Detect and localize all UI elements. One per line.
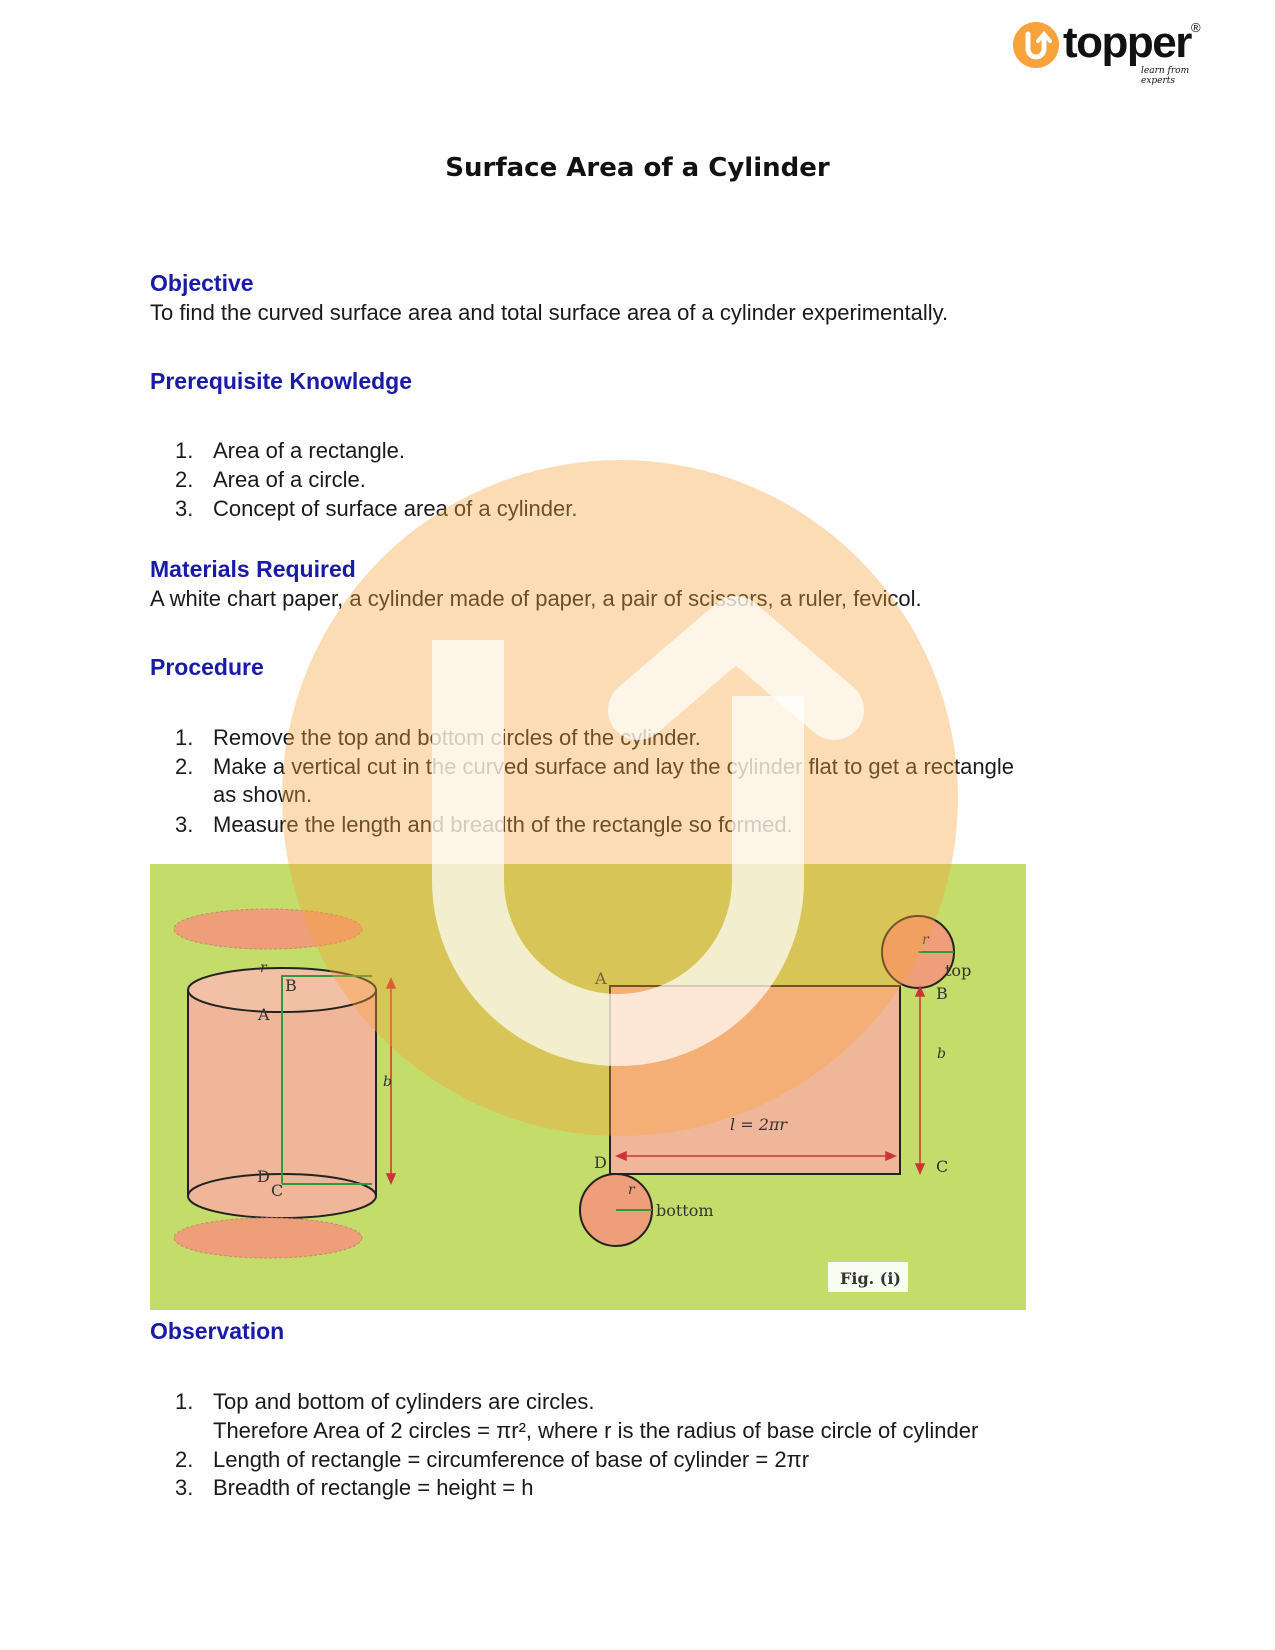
unrolled-rectangle	[610, 986, 900, 1174]
list-item	[175, 1447, 809, 1473]
cylinder-label-r: r	[260, 960, 267, 976]
list-text: Area of a rectangle.	[213, 438, 406, 463]
prerequisite-heading: Prerequisite Knowledge	[150, 368, 413, 394]
rectangle-label-c-point: C	[936, 1157, 949, 1176]
list-number: 3.	[175, 812, 194, 837]
list-number: 1.	[175, 438, 194, 463]
list-item-continuation: Therefore Area of 2 circles = πr², where r is the radius of base circle of cylinder	[213, 1418, 979, 1443]
logo-wordmark: topper	[1063, 18, 1191, 67]
list-item-continuation: as shown.	[213, 782, 313, 807]
logo-u-icon	[1013, 22, 1059, 68]
procedure-heading: Procedure	[150, 654, 264, 680]
page-title: Surface Area of a Cylinder	[445, 153, 830, 183]
materials-heading: Materials Required	[150, 556, 356, 582]
bottom-circle-label-r: r	[628, 1182, 635, 1198]
list-text: Top and bottom of cylinders are circles.	[213, 1389, 595, 1414]
cylinder-label-b-point: B	[285, 976, 297, 995]
bottom-label: bottom	[656, 1201, 714, 1220]
list-text: Concept of surface area of a cylinder.	[213, 496, 578, 521]
list-number: 2.	[175, 754, 194, 779]
list-text: Breadth of rectangle = height = h	[213, 1475, 534, 1500]
list-text: Remove the top and bottom circles of the cylinder.	[213, 725, 701, 750]
list-text: Make a vertical cut in the curved surface and lay the cylinder flat to get a rectangle	[213, 754, 1014, 779]
cylinder-figure	[150, 864, 1026, 1310]
rectangle-label-d-point: D	[594, 1153, 607, 1172]
list-item	[175, 812, 793, 838]
list-item	[175, 438, 405, 464]
rectangle-label-length: l = 2πr	[730, 1115, 788, 1134]
figure-caption: Fig. (i)	[840, 1269, 901, 1288]
rectangle-label-b-point: B	[936, 984, 948, 1003]
observation-heading: Observation	[150, 1318, 285, 1344]
list-item	[175, 725, 701, 751]
materials-text: A white chart paper, a cylinder made of paper, a pair of scissors, a ruler, fevicol.	[150, 586, 922, 611]
cylinder-label-height-b: b	[383, 1074, 392, 1090]
cylinder-label-c-point: C	[271, 1181, 284, 1200]
logo-registered-mark: ®	[1191, 20, 1201, 35]
logo-tagline: learn from experts	[1141, 66, 1190, 86]
list-number: 1.	[175, 725, 194, 750]
list-item	[175, 1475, 533, 1501]
cylinder-bottom-circle-cutout	[174, 1218, 362, 1258]
list-item	[175, 496, 577, 522]
top-label: top	[945, 961, 972, 980]
list-number: 3.	[175, 1475, 194, 1500]
list-text: Area of a circle.	[213, 467, 366, 492]
list-number: 2.	[175, 1447, 194, 1472]
list-item	[175, 754, 1014, 780]
rectangle-label-breadth-b: b	[937, 1046, 946, 1062]
top-circle-label-r: r	[922, 932, 929, 948]
list-item	[175, 1389, 595, 1415]
objective-heading: Objective	[150, 270, 254, 296]
list-number: 3.	[175, 496, 194, 521]
brand-logo	[1013, 18, 1213, 86]
rectangle-label-a-point: A	[595, 969, 607, 988]
cylinder-top-circle-cutout	[174, 909, 362, 949]
list-text: Measure the length and breadth of the rectangle so formed.	[213, 812, 793, 837]
objective-text: To find the curved surface area and total surface area of a cylinder experimentally.	[150, 300, 949, 325]
cylinder-label-d-point: D	[257, 1167, 270, 1186]
list-item	[175, 467, 366, 493]
list-text: Length of rectangle = circumference of base of cylinder = 2πr	[213, 1447, 810, 1472]
list-number: 1.	[175, 1389, 194, 1414]
list-number: 2.	[175, 467, 194, 492]
cylinder-label-a-point: A	[258, 1005, 270, 1024]
